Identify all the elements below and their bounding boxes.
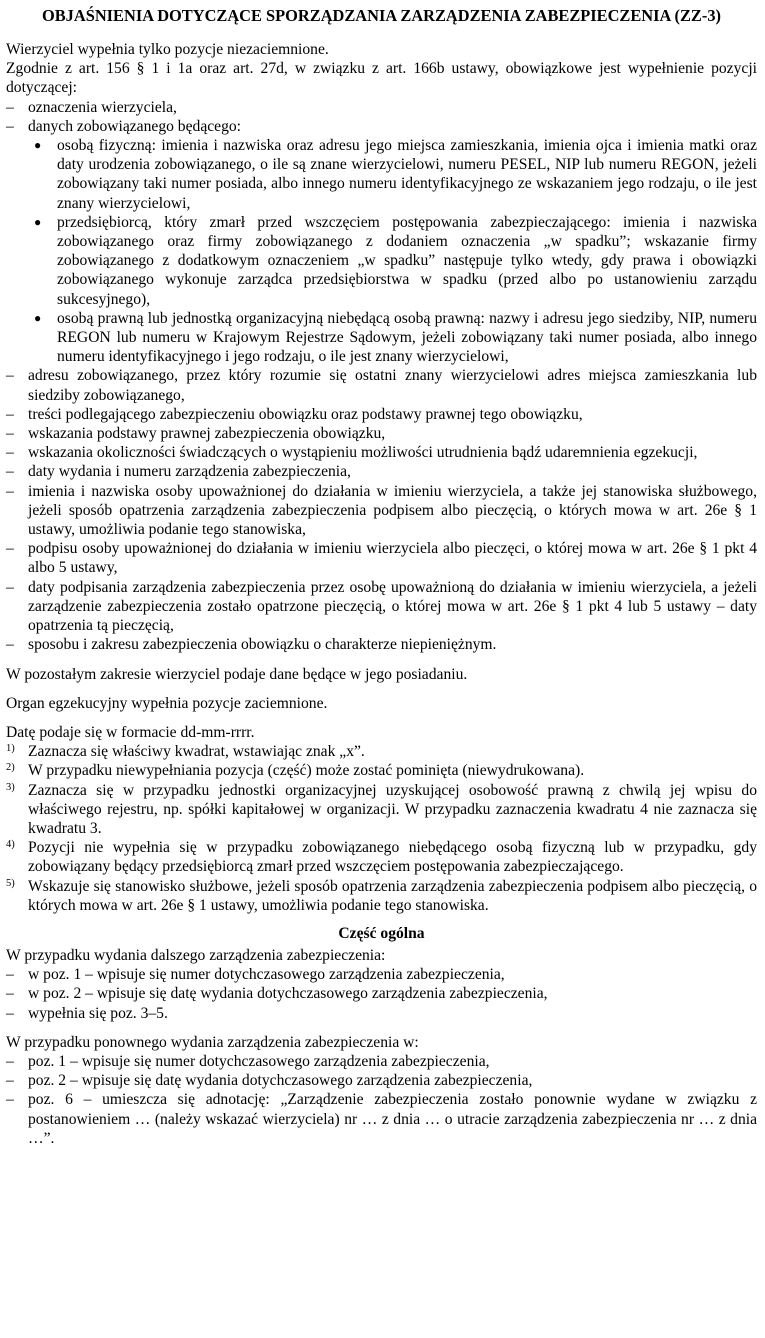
dash-mark: – bbox=[6, 367, 14, 385]
footnote-number: 5) bbox=[6, 877, 15, 889]
dash-mark: – bbox=[6, 425, 14, 443]
intro-section bbox=[6, 40, 757, 98]
list-item: – daty wydania i numeru zarządzenia zabezpieczenia, bbox=[6, 463, 351, 481]
dash-mark: – bbox=[6, 444, 14, 462]
list-item: – wskazania okoliczności świadczących o wystąpieniu możliwości utrudnienia bądź udaremnienia egzekucji, bbox=[6, 444, 698, 462]
dash-mark: – bbox=[6, 1004, 14, 1022]
dash-mark: – bbox=[6, 540, 14, 558]
remaining-data-paragraph: W pozostałym zakresie wierzyciel podaje dane będące w jego posiadaniu. bbox=[6, 665, 468, 683]
mandatory-list bbox=[6, 98, 757, 136]
list-item: – oznaczenia wierzyciela, bbox=[6, 98, 177, 116]
dash-mark: – bbox=[6, 1072, 14, 1090]
dash-mark: – bbox=[6, 463, 14, 481]
intro-line-2: Zgodnie z art. 156 § 1 i 1a oraz art. 27d, w związku z art. 166b ustawy, obowiązkowe jest wypełnienie pozycji dotyczącej: bbox=[6, 60, 757, 97]
list-item: – daty podpisania zarządzenia zabezpieczenia przez osobę upoważnioną do działania w imieniu wierzyciela, a jeżeli zarządzenie zabezpieczenia zostało opatrzone pieczęcią, o której mowa w art. 26e § 1 pkt 4 lub 5 ustawy – daty opatrzenia tą pieczęcią, bbox=[6, 578, 757, 635]
further-order-intro: W przypadku wydania dalszego zarządzenia zabezpieczenia: bbox=[6, 946, 386, 964]
footnote: 3) Zaznacza się w przypadku jednostki organizacyjnej uzyskującej osobowość prawną z chwilą jej wpisu do właściwego rejestru, np. spółki kapitałowej w organizacji. W przypadku zaznaczenia kwadratu 4 nie zaznacza się kwadratu 3. bbox=[6, 781, 757, 839]
footnote-number: 3) bbox=[6, 781, 15, 793]
dash-mark: – bbox=[6, 578, 14, 596]
footnote: 5) Wskazuje się stanowisko służbowe, jeżeli sposób opatrzenia zarządzenia zabezpieczenia podpisem albo pieczęcią, o których mowa w art. 26e § 1 ustawy, umożliwia podanie tego stanowiska. bbox=[6, 877, 757, 915]
list-item: – wypełnia się poz. 3–5. bbox=[6, 1004, 168, 1022]
list-item: – treści podlegającego zabezpieczeniu obowiązku oraz podstawy prawnej tego obowiązku, bbox=[6, 405, 583, 423]
footnote-number: 4) bbox=[6, 839, 15, 851]
list-item: – poz. 1 – wpisuje się numer dotychczasowego zarządzenia zabezpieczenia, bbox=[6, 1052, 490, 1070]
list-item: ● osobą fizyczną: imienia i nazwiska oraz adresu jego miejsca zamieszkania, imienia ojca i imienia matki oraz daty urodzenia zobowiązanego, o ile są znane wierzycielowi, numeru PESEL, NIP lub numeru REGON, jeżeli zobowiązany taki numer posiada, albo innego numeru identyfikacyjnego ze wskazaniem jego rodzaju, o ile jest znany wierzycielowi, bbox=[34, 137, 757, 212]
intro-line-1: Wierzyciel wypełnia tylko pozycje niezaciemnione. bbox=[6, 41, 329, 58]
section-heading: Część ogólna bbox=[338, 924, 425, 942]
document-title: OBJAŚNIENIA DOTYCZĄCE SPORZĄDZANIA ZARZĄDZENIA ZABEZPIECZENIA (ZZ-3) bbox=[42, 6, 721, 25]
mandatory-list-continued bbox=[6, 366, 757, 654]
dash-mark: – bbox=[6, 98, 14, 116]
dash-mark: – bbox=[6, 966, 14, 984]
dash-mark: – bbox=[6, 1052, 14, 1070]
footnote: 1) Zaznacza się właściwy kwadrat, wstawiając znak „x”. bbox=[6, 742, 757, 761]
further-order-list bbox=[6, 965, 757, 1023]
bullet-icon: ● bbox=[34, 214, 42, 229]
dash-mark: – bbox=[6, 405, 14, 423]
debtor-type-list bbox=[6, 136, 757, 366]
list-item: – imienia i nazwiska osoby upoważnionej do działania w imieniu wierzyciela, a także jej stanowiska służbowego, jeżeli sposób opatrzenia zarządzenia zabezpieczenia podpisem albo pieczęcią, o których mowa w art. 26e § 1 ustawy, umożliwia podanie tego stanowiska, bbox=[6, 482, 757, 539]
bullet-icon: ● bbox=[34, 310, 42, 325]
list-item: ● przedsiębiorcą, który zmarł przed wszczęciem postępowania zabezpieczającego: imienia i nazwiska zobowiązanego oraz firmy zobowiązanego z dodaniem oznaczenia „w spadku”; wskazanie firmy zobowiązanego z dodatkowym oznaczeniem „w spadku” następuje tylko wtedy, gdy prawa i obowiązki zobowiązanego wykonuje zarządca przedsiębiorstwa w spadku (przed albo po ustanowieniu zarządu sukcesyjnego), bbox=[34, 213, 757, 308]
repeat-order-list bbox=[6, 1052, 757, 1148]
list-item: – danych zobowiązanego będącego: bbox=[6, 117, 242, 135]
list-item: – poz. 2 – wpisuje się datę wydania dotychczasowego zarządzenia zabezpieczenia, bbox=[6, 1072, 533, 1090]
list-item: ● osobą prawną lub jednostką organizacyjną niebędącą osobą prawną: nazwy i adresu jego siedziby, NIP, numeru REGON lub numeru w Krajowym Rejestrze Sądowym, jeżeli zobowiązany taki numer posiada, albo innego numeru identyfikacyjnego i jego rodzaju, o ile jest znany wierzycielowi, bbox=[34, 309, 757, 366]
dash-mark: – bbox=[6, 482, 14, 500]
footnote: 4) Pozycji nie wypełnia się w przypadku zobowiązanego niebędącego osobą fizyczną lub w przypadku, gdy zobowiązany będący przedsiębiorcą zmarł przed wszczęciem postępowania zabezpieczającego. bbox=[6, 838, 757, 876]
list-item: – w poz. 1 – wpisuje się numer dotychczasowego zarządzenia zabezpieczenia, bbox=[6, 966, 505, 984]
footnote-number: 1) bbox=[6, 743, 15, 755]
authority-paragraph: Organ egzekucyjny wypełnia pozycje zaciemnione. bbox=[6, 694, 328, 712]
footnote-number: 2) bbox=[6, 762, 15, 774]
footnotes-list bbox=[6, 742, 757, 915]
date-format-paragraph: Datę podaje się w formacie dd-mm-rrrr. bbox=[6, 723, 255, 741]
list-item: – podpisu osoby upoważnionej do działania w imieniu wierzyciela albo pieczęci, o której mowa w art. 26e § 1 pkt 4 albo 5 ustawy, bbox=[6, 540, 757, 577]
list-item: – poz. 6 – umieszcza się adnotację: „Zarządzenie zabezpieczenia zostało ponownie wydane w związku z postanowieniem … (należy wskazać wierzyciela) nr … z dnia … o utracie zarządzenia zabezpieczenia nr … z dnia …”. bbox=[6, 1091, 757, 1147]
list-item: – wskazania podstawy prawnej zabezpieczenia obowiązku, bbox=[6, 425, 386, 443]
bullet-icon: ● bbox=[34, 138, 42, 153]
dash-mark: – bbox=[6, 636, 14, 654]
dash-mark: – bbox=[6, 985, 14, 1003]
list-item: – w poz. 2 – wpisuje się datę wydania dotychczasowego zarządzenia zabezpieczenia, bbox=[6, 985, 548, 1003]
repeat-order-intro: W przypadku ponownego wydania zarządzenia zabezpieczenia w: bbox=[6, 1033, 419, 1051]
list-item: – adresu zobowiązanego, przez który rozumie się ostatni znany wierzycielowi adres miejsca zamieszkania lub siedziby zobowiązanego, bbox=[6, 367, 757, 404]
dash-mark: – bbox=[6, 1091, 14, 1109]
footnote: 2) W przypadku niewypełniania pozycja (część) może zostać pominięta (niewydrukowana). bbox=[6, 761, 757, 780]
list-item: – sposobu i zakresu zabezpieczenia obowiązku o charakterze niepieniężnym. bbox=[6, 636, 497, 654]
dash-mark: – bbox=[6, 117, 14, 135]
